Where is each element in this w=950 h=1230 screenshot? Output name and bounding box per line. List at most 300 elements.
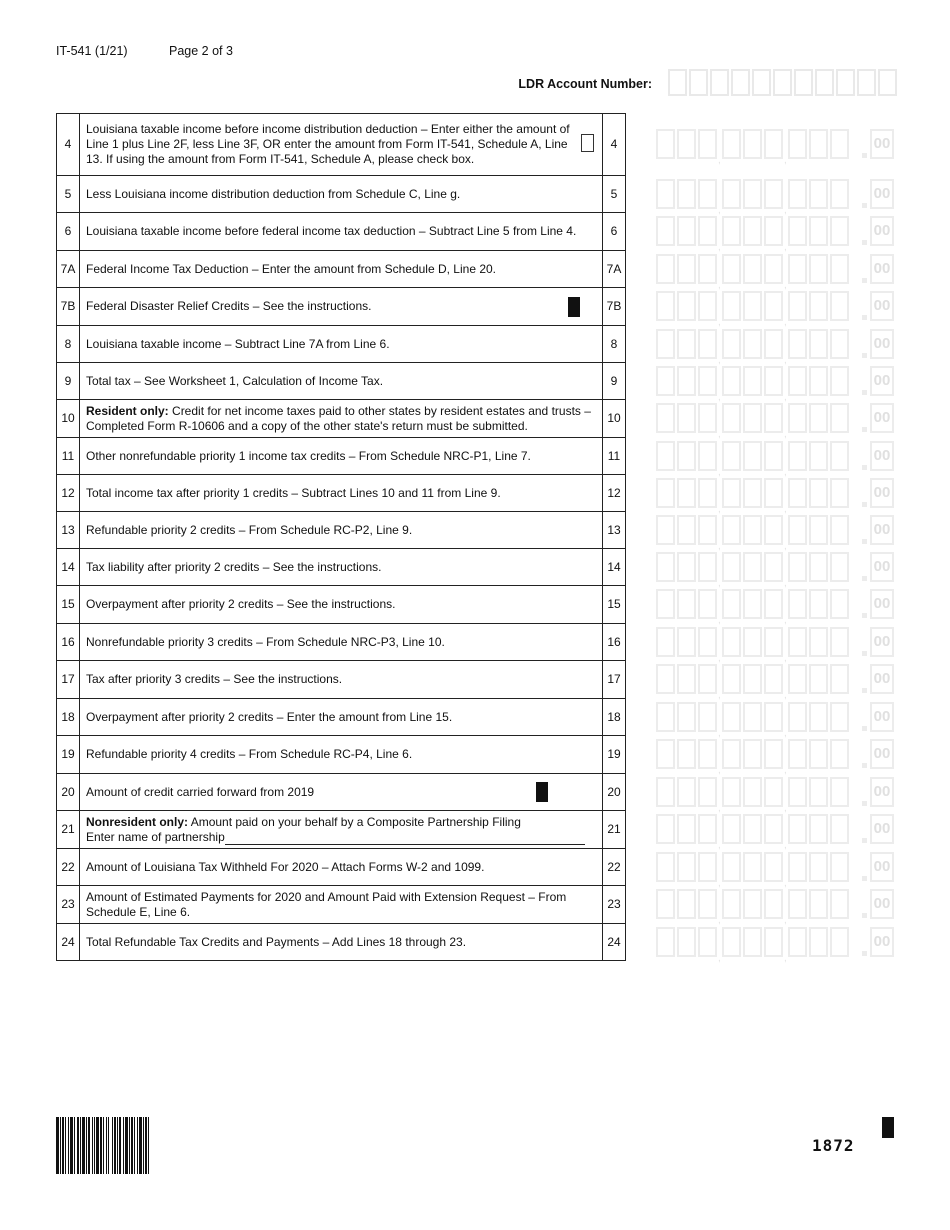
amount-digit-box[interactable] (764, 515, 783, 545)
amount-digit-box[interactable] (764, 739, 783, 769)
amount-digit-box[interactable] (722, 329, 741, 359)
amount-digit-box[interactable] (788, 478, 807, 508)
amount-digit-box[interactable] (743, 702, 762, 732)
amount-digit-box[interactable] (830, 254, 849, 284)
amount-digit-box[interactable] (830, 552, 849, 582)
amount-digit-box[interactable] (764, 777, 783, 807)
amount-field[interactable] (656, 366, 896, 403)
decimal-point (862, 613, 867, 618)
amount-digit-box[interactable] (698, 739, 717, 769)
amount-digit-box[interactable] (656, 478, 675, 508)
decimal-point (862, 576, 867, 581)
amount-digit-box[interactable] (764, 478, 783, 508)
thousands-separator: , (718, 840, 721, 851)
amount-digit-box[interactable] (764, 216, 783, 246)
form-line-row (57, 924, 626, 961)
amount-digit-box[interactable] (722, 403, 741, 433)
amount-digit-box[interactable] (764, 366, 783, 396)
amount-digit-box[interactable] (698, 254, 717, 284)
amount-digit-box[interactable] (764, 129, 783, 159)
amount-digit-box[interactable] (722, 927, 741, 957)
amount-digit-box[interactable] (809, 291, 828, 321)
account-digit-box[interactable] (731, 69, 750, 96)
amount-digit-box[interactable] (830, 329, 849, 359)
amount-digit-box[interactable] (788, 441, 807, 471)
decimal-point (862, 353, 867, 358)
decimal-point (862, 278, 867, 283)
amount-digit-box[interactable] (656, 814, 675, 844)
amount-field[interactable] (656, 852, 896, 889)
amount-digit-box[interactable] (809, 664, 828, 694)
account-digit-box[interactable] (773, 69, 792, 96)
line-description (80, 326, 603, 363)
amount-digit-box[interactable] (743, 515, 762, 545)
amount-digit-box[interactable] (764, 329, 783, 359)
amount-digit-box[interactable] (809, 254, 828, 284)
amount-digit-box[interactable] (764, 254, 783, 284)
amount-digit-box[interactable] (830, 403, 849, 433)
decimal-point (862, 390, 867, 395)
amount-digit-box[interactable] (698, 552, 717, 582)
amount-digit-box[interactable] (830, 852, 849, 882)
amount-digit-box[interactable] (743, 739, 762, 769)
amount-digit-box[interactable] (809, 179, 828, 209)
amount-digit-box[interactable] (656, 403, 675, 433)
amount-digit-box[interactable] (698, 852, 717, 882)
thousands-separator: , (718, 577, 721, 589)
amount-digit-box[interactable] (722, 664, 741, 694)
amount-digit-box[interactable] (764, 889, 783, 919)
amount-digit-box[interactable] (656, 889, 675, 919)
amount-digit-box[interactable] (677, 889, 696, 919)
amount-digit-box[interactable] (722, 552, 741, 582)
amount-digit-box[interactable] (698, 814, 717, 844)
amount-digit-box[interactable] (743, 552, 762, 582)
amount-field[interactable] (656, 889, 896, 926)
amount-digit-box[interactable] (743, 777, 762, 807)
amount-digit-box[interactable] (743, 441, 762, 471)
line-number: 4 (57, 114, 80, 176)
amount-digit-box[interactable] (698, 441, 717, 471)
amount-digit-box[interactable] (743, 366, 762, 396)
amount-digit-box[interactable] (698, 927, 717, 957)
page-number: Page 2 of 3 (169, 44, 233, 58)
amount-digit-box[interactable] (764, 927, 783, 957)
form-line-row (57, 363, 626, 400)
amount-field[interactable] (656, 627, 896, 664)
amount-digit-box[interactable] (809, 814, 828, 844)
amount-digit-box[interactable] (677, 589, 696, 619)
amount-field[interactable] (656, 179, 896, 216)
amount-digit-box[interactable] (722, 179, 741, 209)
amount-digit-box[interactable] (722, 129, 741, 159)
amount-digit-box[interactable] (656, 515, 675, 545)
amount-digit-box[interactable] (722, 366, 741, 396)
amount-digit-box[interactable] (809, 739, 828, 769)
amount-digit-box[interactable] (809, 702, 828, 732)
thousands-separator: , (718, 391, 721, 403)
amount-digit-box[interactable] (677, 777, 696, 807)
amount-digit-box[interactable] (764, 179, 783, 209)
line-number: 5 (57, 176, 80, 213)
amount-digit-box[interactable] (656, 441, 675, 471)
amount-digit-box[interactable] (809, 777, 828, 807)
line-description (80, 400, 603, 438)
thousands-separator: , (784, 877, 787, 889)
amount-digit-box[interactable] (809, 403, 828, 433)
amount-digit-box[interactable] (788, 664, 807, 694)
decimal-point (862, 465, 867, 470)
amount-digit-box[interactable] (809, 927, 828, 957)
decimal-point (862, 427, 867, 432)
amount-digit-box[interactable] (743, 889, 762, 919)
amount-digit-box[interactable] (656, 179, 675, 209)
line-text: Tax after priority 3 credits – See the instructions. (86, 672, 343, 686)
amount-digit-box[interactable] (677, 179, 696, 209)
amount-digit-box[interactable] (698, 291, 717, 321)
amount-field[interactable] (656, 589, 896, 626)
amount-digit-box[interactable] (743, 291, 762, 321)
form-line-row (57, 512, 626, 549)
amount-digit-box[interactable] (788, 216, 807, 246)
amount-digit-box[interactable] (809, 552, 828, 582)
thousands-separator: , (718, 615, 721, 626)
amount-digit-box[interactable] (677, 216, 696, 246)
amount-field[interactable] (656, 291, 896, 328)
amount-digit-box[interactable] (788, 291, 807, 321)
line-number: 6 (57, 213, 80, 251)
amount-digit-box[interactable] (788, 777, 807, 807)
amount-digit-box[interactable] (656, 254, 675, 284)
line-number-right: 13 (603, 512, 626, 549)
amount-field[interactable] (656, 441, 896, 478)
amount-digit-box[interactable] (764, 589, 783, 619)
amount-digit-box[interactable] (722, 627, 741, 657)
amount-digit-box[interactable] (809, 216, 828, 246)
amount-digit-box[interactable] (722, 254, 741, 284)
amount-digit-box[interactable] (830, 927, 849, 957)
amount-digit-box[interactable] (722, 441, 741, 471)
amount-digit-box[interactable] (677, 129, 696, 159)
amount-digit-box[interactable] (743, 627, 762, 657)
amount-digit-box[interactable] (677, 329, 696, 359)
amount-field[interactable] (656, 664, 896, 701)
amount-digit-box[interactable] (722, 478, 741, 508)
amount-digit-box[interactable] (809, 852, 828, 882)
amount-digit-box[interactable] (722, 216, 741, 246)
amount-digit-box[interactable] (656, 129, 675, 159)
amount-digit-box[interactable] (764, 702, 783, 732)
amount-digit-box[interactable] (677, 664, 696, 694)
amount-digit-box[interactable] (722, 515, 741, 545)
amount-field[interactable] (656, 777, 896, 814)
amount-digit-box[interactable] (677, 478, 696, 508)
line-number-right: 17 (603, 661, 626, 699)
amount-digit-box[interactable] (656, 216, 675, 246)
amount-digit-box[interactable] (809, 366, 828, 396)
line-text: Overpayment after priority 2 credits – Enter the amount from Line 15. (86, 709, 453, 724)
amount-digit-box[interactable] (698, 777, 717, 807)
thousands-separator: , (784, 242, 787, 253)
amount-digit-box[interactable] (788, 814, 807, 844)
amount-digit-box[interactable] (788, 403, 807, 433)
amount-digit-box[interactable] (830, 889, 849, 919)
barcode-bar (149, 1117, 152, 1174)
account-digit-box[interactable] (689, 69, 708, 96)
amount-digit-box[interactable] (677, 627, 696, 657)
amount-digit-box[interactable] (788, 852, 807, 882)
amount-digit-box[interactable] (677, 927, 696, 957)
amount-digit-box[interactable] (656, 366, 675, 396)
thousands-separator: , (718, 727, 721, 739)
amount-field[interactable] (656, 216, 896, 253)
amount-digit-box[interactable] (677, 814, 696, 844)
amount-digit-box[interactable] (698, 702, 717, 732)
amount-field[interactable] (656, 515, 896, 552)
amount-digit-box[interactable] (830, 478, 849, 508)
amount-digit-box[interactable] (764, 291, 783, 321)
amount-digit-box[interactable] (698, 329, 717, 359)
schedule-a-checkbox[interactable] (581, 134, 594, 152)
line-number: 23 (57, 886, 80, 924)
amount-digit-box[interactable] (677, 739, 696, 769)
amount-digit-box[interactable] (809, 129, 828, 159)
amount-digit-box[interactable] (830, 179, 849, 209)
amount-digit-box[interactable] (722, 739, 741, 769)
account-digit-box[interactable] (794, 69, 813, 96)
line-text: Total income tax after priority 1 credits – Subtract Lines 10 and 11 from Line 9. (86, 485, 501, 500)
amount-digit-box[interactable] (722, 852, 741, 882)
amount-digit-box[interactable] (722, 814, 741, 844)
amount-digit-box[interactable] (656, 702, 675, 732)
line-number-right: 7A (603, 251, 626, 288)
amount-digit-box[interactable] (764, 403, 783, 433)
amount-digit-box[interactable] (788, 927, 807, 957)
amount-digit-box[interactable] (788, 589, 807, 619)
amount-digit-box[interactable] (830, 814, 849, 844)
amount-digit-box[interactable] (677, 403, 696, 433)
cents-box: 00 (870, 777, 894, 807)
amount-digit-box[interactable] (677, 702, 696, 732)
account-number-field[interactable] (668, 69, 899, 96)
amount-digit-box[interactable] (698, 889, 717, 919)
amount-digit-box[interactable] (698, 627, 717, 657)
amount-digit-box[interactable] (830, 627, 849, 657)
form-id: IT-541 (1/21) (56, 44, 128, 58)
account-digit-box[interactable] (668, 69, 687, 96)
amount-digit-box[interactable] (830, 366, 849, 396)
amount-digit-box[interactable] (743, 254, 762, 284)
line-number-right: 15 (603, 586, 626, 624)
amount-digit-box[interactable] (698, 664, 717, 694)
amount-digit-box[interactable] (764, 852, 783, 882)
amount-digit-box[interactable] (722, 889, 741, 919)
thousands-separator: , (784, 727, 787, 739)
amount-digit-box[interactable] (743, 852, 762, 882)
amount-digit-box[interactable] (809, 889, 828, 919)
thousands-separator: , (784, 765, 787, 776)
amount-digit-box[interactable] (743, 329, 762, 359)
line-number-right: 8 (603, 326, 626, 363)
amount-digit-box[interactable] (698, 179, 717, 209)
line-description (80, 288, 603, 326)
amount-digit-box[interactable] (809, 329, 828, 359)
amount-digit-box[interactable] (809, 441, 828, 471)
amount-field[interactable] (656, 329, 896, 366)
amount-digit-box[interactable] (656, 627, 675, 657)
amount-digit-box[interactable] (764, 552, 783, 582)
amount-digit-box[interactable] (656, 777, 675, 807)
amount-digit-box[interactable] (677, 366, 696, 396)
amount-digit-box[interactable] (743, 129, 762, 159)
amount-digit-box[interactable] (743, 478, 762, 508)
amount-digit-box[interactable] (830, 515, 849, 545)
amount-digit-box[interactable] (830, 441, 849, 471)
amount-digit-box[interactable] (788, 366, 807, 396)
amount-digit-box[interactable] (788, 889, 807, 919)
amount-digit-box[interactable] (743, 664, 762, 694)
amount-digit-box[interactable] (830, 702, 849, 732)
cents-box: 00 (870, 179, 894, 209)
amount-field[interactable] (656, 927, 896, 964)
account-digit-box[interactable] (836, 69, 855, 96)
line-qualifier: Resident only: (86, 403, 169, 418)
amount-digit-box[interactable] (764, 627, 783, 657)
cents-box: 00 (870, 441, 894, 471)
amount-digit-box[interactable] (809, 627, 828, 657)
thousands-separator: , (718, 354, 721, 366)
line-number-right: 4 (603, 114, 626, 176)
line-description (80, 661, 603, 699)
amount-digit-box[interactable] (743, 814, 762, 844)
cents-box: 00 (870, 664, 894, 694)
amount-digit-box[interactable] (698, 129, 717, 159)
amount-digit-box[interactable] (830, 777, 849, 807)
amount-digit-box[interactable] (743, 403, 762, 433)
amount-digit-box[interactable] (743, 927, 762, 957)
amount-digit-box[interactable] (656, 664, 675, 694)
account-digit-box[interactable] (857, 69, 876, 96)
line-number: 14 (57, 549, 80, 586)
amount-digit-box[interactable] (830, 129, 849, 159)
amount-digit-box[interactable] (788, 129, 807, 159)
amount-digit-box[interactable] (764, 441, 783, 471)
amount-field[interactable] (656, 814, 896, 851)
amount-digit-box[interactable] (788, 702, 807, 732)
amount-digit-box[interactable] (677, 515, 696, 545)
line-text: Less Louisiana income distribution deduction from Schedule C, Line g. (86, 186, 461, 201)
amount-digit-box[interactable] (698, 366, 717, 396)
form-line-row (57, 475, 626, 512)
amount-field[interactable] (656, 739, 896, 776)
amount-field[interactable] (656, 254, 896, 291)
amount-digit-box[interactable] (809, 478, 828, 508)
partnership-name-field[interactable] (225, 832, 585, 845)
amount-digit-box[interactable] (788, 515, 807, 545)
amount-digit-box[interactable] (788, 552, 807, 582)
account-digit-box[interactable] (710, 69, 729, 96)
form-line-row (57, 213, 626, 251)
amount-digit-box[interactable] (677, 254, 696, 284)
cents-box: 00 (870, 552, 894, 582)
thousands-separator: , (784, 840, 787, 851)
line-text: Credit for net income taxes paid to other states by resident estates and trusts – Completed Form R-10606 and a copy of the other state's return must be submitted. (86, 403, 591, 433)
thousands-separator: , (718, 690, 721, 701)
amount-digit-box[interactable] (677, 852, 696, 882)
amount-digit-box[interactable] (743, 179, 762, 209)
amount-field[interactable] (656, 129, 896, 166)
form-line-row (57, 811, 626, 849)
amount-digit-box[interactable] (677, 291, 696, 321)
amount-digit-box[interactable] (788, 739, 807, 769)
line-number: 7A (57, 251, 80, 288)
cents-box: 00 (870, 627, 894, 657)
amount-field[interactable] (656, 702, 896, 739)
amount-digit-box[interactable] (656, 589, 675, 619)
amount-digit-box[interactable] (656, 852, 675, 882)
amount-digit-box[interactable] (830, 664, 849, 694)
amount-digit-box[interactable] (698, 403, 717, 433)
form-line-row (57, 114, 626, 176)
account-digit-box[interactable] (815, 69, 834, 96)
line-text: Louisiana taxable income – Subtract Line 7A from Line 6. (86, 336, 390, 351)
amount-digit-box[interactable] (743, 589, 762, 619)
amount-digit-box[interactable] (698, 515, 717, 545)
amount-digit-box[interactable] (830, 216, 849, 246)
amount-digit-box[interactable] (677, 552, 696, 582)
amount-digit-box[interactable] (830, 291, 849, 321)
amount-digit-box[interactable] (788, 179, 807, 209)
amount-field[interactable] (656, 552, 896, 589)
amount-digit-box[interactable] (656, 552, 675, 582)
amount-field[interactable] (656, 478, 896, 515)
amount-digit-box[interactable] (788, 254, 807, 284)
amount-digit-box[interactable] (656, 927, 675, 957)
thousands-separator: , (784, 204, 787, 216)
cents-box: 00 (870, 254, 894, 284)
amount-digit-box[interactable] (722, 777, 741, 807)
line-description (80, 774, 603, 811)
amount-digit-box[interactable] (722, 702, 741, 732)
amount-digit-box[interactable] (698, 478, 717, 508)
decimal-point (862, 502, 867, 507)
account-digit-box[interactable] (878, 69, 897, 96)
amount-digit-box[interactable] (722, 589, 741, 619)
amount-digit-box[interactable] (722, 291, 741, 321)
amount-digit-box[interactable] (677, 441, 696, 471)
amount-field[interactable] (656, 403, 896, 440)
amount-digit-box[interactable] (656, 739, 675, 769)
amount-digit-box[interactable] (764, 664, 783, 694)
form-line-row (57, 288, 626, 326)
amount-digit-box[interactable] (809, 589, 828, 619)
amount-digit-box[interactable] (764, 814, 783, 844)
amount-digit-box[interactable] (743, 216, 762, 246)
amount-digit-box[interactable] (830, 739, 849, 769)
decimal-point (862, 726, 867, 731)
amount-digit-box[interactable] (698, 589, 717, 619)
amount-digit-box[interactable] (788, 627, 807, 657)
amount-digit-box[interactable] (656, 291, 675, 321)
decimal-point (862, 801, 867, 806)
amount-digit-box[interactable] (809, 515, 828, 545)
amount-digit-box[interactable] (698, 216, 717, 246)
amount-digit-box[interactable] (656, 329, 675, 359)
amount-digit-box[interactable] (788, 329, 807, 359)
account-digit-box[interactable] (752, 69, 771, 96)
thousands-separator: , (718, 279, 721, 291)
amount-digit-box[interactable] (830, 589, 849, 619)
